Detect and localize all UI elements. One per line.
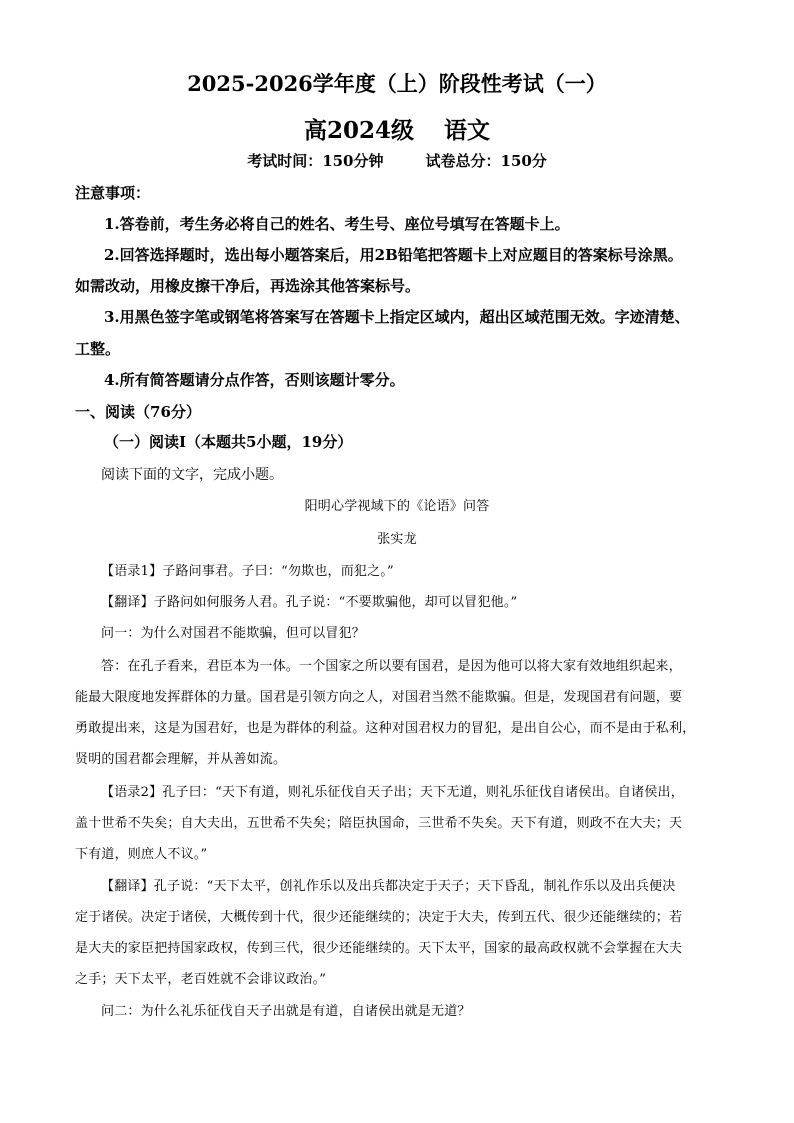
article-line: 问二：为什么礼乐征伐自天子出就是有道，自诸侯出就是无道？ <box>101 1004 471 1019</box>
article-line: 勇敢提出来，这是为国君好，也是为群体的利益。这种对国君权力的冒犯，是出自公心，而不是由于私利， <box>75 721 696 736</box>
reading-instruction: 阅读下面的文字，完成小题。 <box>101 467 283 483</box>
article-line: 【语录2】孔子曰：“天下有道，则礼乐征伐自天子出；天下无道，则礼乐征伐自诸侯出。自诸侯出， <box>101 785 684 800</box>
article-line: 之手；天下太平，老百姓就不会诽议政治。” <box>75 972 327 987</box>
article-line: 盖十世希不失矣；自大夫出，五世希不失矣；陪臣执国命，三世希不失矣。天下有道，则政不在大夫；天 <box>75 816 683 831</box>
article-line: 是大夫的家臣把持国家政权，传到三代，很少还能继续的。天下太平，国家的最高政权就不会掌握在大夫 <box>75 941 683 956</box>
exam-time: 考试时间：150分钟 <box>247 152 384 170</box>
exam-info-line <box>0 150 794 171</box>
notice-item-3: 3.用黑色签字笔或钢笔将答案写在答题卡上指定区域内，超出区域范围无效。字迹清楚、 <box>104 308 690 326</box>
article-line: 下有道，则庶人不议。” <box>75 847 208 862</box>
notice-item-1: 1.答卷前，考生务必将自己的姓名、考生号、座位号填写在答题卡上。 <box>104 215 570 233</box>
notice-item-4: 4.所有简答题请分点作答，否则该题计零分。 <box>104 371 405 389</box>
notice-item-3-continued: 工整。 <box>75 340 121 358</box>
notice-item-2-continued: 如需改动，用橡皮擦干净后，再选涂其他答案标号。 <box>75 277 421 295</box>
article-line: 问一：为什么对国君不能欺骗，但可以冒犯？ <box>101 626 366 641</box>
grade-subject-line <box>0 112 794 145</box>
notice-item-2: 2.回答选择题时，选出每小题答案后，用2B铅笔把答题卡上对应题目的答案标号涂黑。 <box>104 246 683 264</box>
article-line: 贤明的国君都会理解，并从善如流。 <box>75 752 287 767</box>
subject-label: 语文 <box>444 117 490 144</box>
subsection-heading: （一）阅读Ⅰ（本题共5小题，19分） <box>104 433 353 451</box>
article-line: 能最大限度地发挥群体的力量。国君是引领方向之人，对国君当然不能欺骗。但是，发现国君有问题，要 <box>75 690 683 705</box>
article-title: 阳明心学视域下的《论语》问答 <box>304 499 490 514</box>
article-line: 【翻译】子路问如何服务人君。孔子说：“不要欺骗他，却可以冒犯他。” <box>101 595 518 610</box>
article-line: 【翻译】孔子说：“天下太平，创礼作乐以及出兵都决定于天子；天下昏乱，制礼作乐以及出兵便决 <box>101 879 676 894</box>
exam-score: 试卷总分：150分 <box>425 152 547 170</box>
article-line: 定于诸侯。决定于诸侯，大概传到十代，很少还能继续的；决定于大夫，传到五代、很少还能继续的；若 <box>75 910 683 925</box>
exam-title: 2025-2026学年度（上）阶段性考试（一） <box>187 71 607 96</box>
article-author: 张实龙 <box>377 532 417 547</box>
article-line: 【语录1】子路问事君。子曰：“勿欺也，而犯之。” <box>101 564 394 579</box>
article-line: 答：在孔子看来，君臣本为一体。一个国家之所以要有国君，是因为他可以将大家有效地组织起来， <box>101 659 682 674</box>
grade-label: 高2024级 <box>303 117 414 144</box>
notice-heading: 注意事项： <box>75 184 151 202</box>
section-heading: 一、阅读（76分） <box>75 403 201 421</box>
